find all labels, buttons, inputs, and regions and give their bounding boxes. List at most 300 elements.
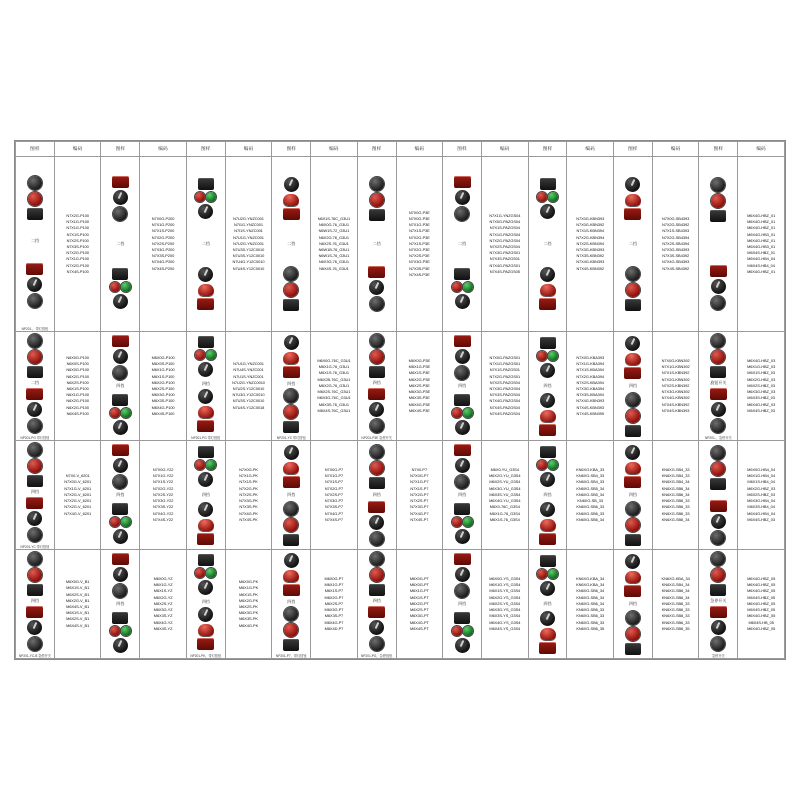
product-photo-glyph [710, 388, 727, 400]
product-photo-glyph [370, 532, 384, 546]
product-photo-glyph [369, 209, 385, 221]
product-code: M6X4G-HBZ_01 [747, 219, 776, 225]
product-code: M6X4G-P3E [408, 401, 431, 407]
product-photo-glyph [625, 643, 641, 655]
product-photo-glyph [284, 405, 298, 419]
product-image-cell [357, 441, 396, 550]
product-code: N7X4G-KBN392 [661, 395, 690, 401]
product-photo-glyph [198, 204, 213, 219]
product-code: M6X4S-HBZ_03 [747, 516, 776, 522]
product-code: N7X4S-P7 [324, 516, 343, 522]
group-label: 四挡 [201, 380, 210, 386]
product-code: N7X4S-KBN392 [576, 265, 604, 271]
product-code: M6X2G-HBZ_03 [747, 485, 776, 491]
product-code: M6X4G-HBZ_03 [747, 358, 776, 364]
product-code: N7X4S-P200 [151, 265, 175, 271]
product-image-cell [528, 156, 567, 331]
group-note: NP201-YC-B 急停开关 [18, 654, 51, 658]
product-code: N7X2G-PK [239, 485, 258, 491]
product-image-cell [528, 441, 567, 550]
product-photo-glyph [284, 335, 299, 350]
product-code: M6X4S-PT [410, 625, 429, 631]
product-code: N7X3G-P200 [151, 247, 175, 253]
product-code: M6X4S-P3E [408, 407, 430, 413]
header-image-8: 图样 [613, 142, 652, 157]
product-code: M6X0G-PK [238, 579, 259, 585]
product-code: N6X2G-P100 [66, 398, 89, 404]
product-photo-glyph [369, 280, 384, 295]
product-photo-glyph [28, 294, 42, 308]
product-code: M6X4G-HBZ_05 [747, 576, 776, 582]
product-photo-glyph [113, 190, 128, 205]
product-photo-glyph [626, 409, 640, 423]
product-code: M6X3S-HBZ_03 [747, 395, 776, 401]
product-code: M6X3S-YS_G3S4 [489, 613, 521, 619]
product-code: M6X3S-HB4_04 [747, 504, 775, 510]
header-image-6: 图样 [443, 142, 482, 157]
header-code-4: 编码 [311, 142, 357, 157]
product-code-cell [652, 332, 698, 441]
product-code: N7U2G-YNZC001 [233, 240, 264, 246]
product-code: M6X1S-HB4_04 [747, 479, 775, 485]
product-photo-glyph [198, 472, 213, 487]
product-code: KN6XG-KBA_34 [661, 576, 690, 582]
product-code: N7U1G-YNZC001 [233, 234, 264, 240]
product-photo-glyph [711, 531, 725, 545]
product-code: M6X1G-76_G3S4 [489, 510, 520, 516]
product-code: N7X2G-P7 [410, 491, 429, 497]
product-image [368, 604, 385, 653]
group-label: 四挡 [116, 492, 125, 497]
product-photo-glyph [370, 334, 384, 348]
product-code: N7X2S-P7 [410, 498, 429, 504]
product-photo-glyph [370, 350, 384, 364]
product-code: N7X1S-P3E [409, 240, 430, 246]
product-code: N7X1G-P7 [410, 479, 429, 485]
product-code-cell [311, 156, 357, 331]
product-code: N7X3G-P3E [408, 259, 430, 265]
product-code: N7X0G-P200 [151, 216, 175, 222]
product-image [283, 157, 300, 241]
product-image [539, 607, 556, 658]
product-photo-glyph [369, 366, 385, 378]
product-image-cell [186, 156, 225, 331]
product-code: M6X4G-YS_G3S4 [489, 619, 521, 625]
product-photo-glyph [625, 353, 641, 365]
product-image [110, 247, 131, 331]
product-photo-glyph [368, 388, 385, 400]
product-photo-glyph [283, 462, 299, 474]
product-photo-glyph [540, 337, 556, 349]
product-code: N7X3S-KBN392 [576, 253, 604, 259]
product-code: N7X0G-P3E [408, 209, 430, 215]
table-row [16, 441, 785, 550]
product-code-cell [652, 156, 698, 331]
product-photo-glyph [625, 425, 641, 437]
product-image-cell [699, 332, 738, 441]
product-image [110, 607, 131, 658]
product-photo-glyph [539, 298, 556, 310]
product-code: KN6XG-SB4_34 [661, 582, 690, 588]
product-code: N7X1S-KBN392 [661, 370, 690, 376]
product-code: M6X4G-HBZ_05 [747, 600, 776, 606]
product-image [452, 498, 473, 549]
product-code: M6X1G-PK [238, 585, 259, 591]
product-photo-glyph [539, 424, 556, 436]
product-code: M6X4S-HBZ_03 [747, 407, 776, 413]
product-photo-glyph [626, 267, 640, 281]
product-code: M6X2G-P100 [151, 379, 175, 385]
product-photo-glyph [284, 177, 299, 192]
product-photo-glyph [26, 606, 43, 618]
product-code: M6X4G-HBZ_01 [747, 212, 776, 218]
product-code: N7X0G-V_6201 [64, 479, 92, 485]
product-image [27, 332, 43, 380]
product-code-cell [311, 550, 357, 659]
product-code: N7X4S-Y22 [153, 516, 174, 522]
product-photo-glyph [369, 620, 384, 635]
product-code: M6X2S-YZ [153, 600, 173, 606]
product-code: KN6XG-SB6_34 [661, 588, 690, 594]
product-photo-glyph [711, 296, 725, 310]
product-photo-glyph [26, 497, 43, 509]
product-code: N7X0G-PAZGS01 [489, 354, 521, 360]
group-label: 四挡 [543, 383, 552, 388]
product-photo-glyph [112, 444, 129, 456]
product-code-cell [396, 156, 442, 331]
product-code: N7X4S-KBN393 [661, 407, 690, 413]
product-code: N7X3G-KBA394 [576, 386, 605, 391]
product-code: N7X1S-P3E [409, 228, 430, 234]
product-code: M6X4G-P7 [324, 619, 344, 625]
product-code: N7X1S-KBA394 [576, 367, 604, 373]
product-code: N6W1S-72_G3U1 [318, 228, 350, 234]
product-photo-glyph [27, 620, 42, 635]
product-photo-glyph [284, 502, 298, 516]
product-image [454, 550, 471, 601]
product-code: N7X0G-P7 [324, 467, 344, 473]
product-code-cell [396, 441, 442, 550]
product-code: N7X3S-Y22 [153, 504, 174, 510]
product-photo-glyph [113, 475, 127, 489]
product-code: M6X4G-HB4_04 [747, 256, 776, 262]
product-image [195, 157, 216, 241]
product-code: N7X4G-Y22 [152, 510, 174, 516]
product-photo-glyph [710, 265, 727, 277]
product-code: KN6XG-SB6_35 [576, 625, 605, 631]
product-code: N7X4S-PAZGS05 [489, 268, 520, 274]
product-photo-glyph [283, 352, 299, 364]
product-photo-glyph [113, 349, 128, 364]
product-code: KN6XG-SB6_33 [661, 510, 690, 516]
product-photo-glyph [370, 552, 384, 566]
product-photo-glyph [454, 176, 471, 188]
group-label: 二挡 [201, 240, 210, 246]
product-image [710, 244, 727, 331]
group-label: 二挡 [116, 240, 125, 246]
product-photo-glyph [370, 445, 384, 459]
product-photo-glyph [625, 571, 641, 583]
product-image-cell [186, 550, 225, 659]
product-code: M6X0G-HB4_04 [747, 467, 776, 473]
product-photo-glyph [110, 626, 131, 636]
table-header-row [16, 142, 785, 157]
product-photo-glyph [27, 475, 43, 487]
product-code: N7X1G-P100 [66, 219, 89, 225]
product-photo-glyph [112, 612, 128, 624]
product-code: N7X2S-KBA394 [576, 379, 604, 385]
product-image-cell [357, 550, 396, 659]
catalog-body [16, 156, 785, 658]
product-code: N7X0G-KBA393 [576, 354, 605, 360]
product-photo-glyph [110, 282, 131, 292]
catalog-grid [15, 141, 785, 659]
product-catalog-table [14, 140, 786, 660]
group-label: 二挡 [30, 238, 39, 244]
product-photo-glyph [455, 638, 470, 653]
group-note: NP201-，带灯按钮 [21, 327, 49, 331]
group-label: 四挡 [543, 492, 552, 497]
product-code-cell [738, 550, 785, 659]
product-photo-glyph [624, 585, 641, 597]
product-code: N7X2G-KBN392 [661, 376, 690, 382]
product-photo-glyph [710, 584, 726, 596]
product-code: N7X1G-P100 [66, 225, 89, 231]
product-photo-glyph [198, 624, 214, 636]
product-image [539, 498, 556, 549]
product-image [624, 441, 641, 492]
product-image [195, 550, 216, 599]
product-code: M6X3S-P100 [151, 398, 175, 404]
product-photo-glyph [28, 459, 42, 473]
product-code: KN6XG-SB6_33 [576, 504, 605, 510]
product-image [537, 332, 558, 383]
product-image [283, 550, 300, 599]
product-photo-glyph [540, 611, 555, 626]
product-photo-glyph [198, 389, 213, 404]
product-photo-glyph [113, 420, 128, 435]
product-photo-glyph [539, 533, 556, 545]
product-code: KN6XG-SB5_34 [576, 485, 605, 491]
product-code: N7X3S-PK [239, 504, 258, 510]
product-code: M6X3S-P7 [324, 613, 344, 619]
group-label: 急停开关 [710, 598, 727, 603]
product-code: M6X1G-P3E [408, 364, 431, 370]
product-code: N7X1G-PAZGS01 [489, 361, 521, 367]
product-code: N7I1S-YNZC001 [234, 228, 263, 234]
product-code: N7X4S-PAZGS04 [489, 404, 520, 410]
product-image [368, 498, 385, 549]
product-image-cell [101, 156, 140, 331]
product-photo-glyph [28, 568, 42, 582]
product-code: M6X4D-P7 [324, 625, 344, 631]
product-code: N7X0-P7 [411, 467, 428, 473]
product-photo-glyph [710, 500, 727, 512]
product-image [112, 441, 129, 492]
product-code: N6X2S-76_G3U1 [319, 240, 349, 246]
product-image [368, 386, 385, 435]
product-code: M6X2S-HBZ_03 [747, 382, 776, 388]
product-code: N6X2G-P100 [66, 373, 89, 379]
product-code: N7X0G-SB4393 [661, 216, 690, 222]
product-photo-glyph [455, 294, 470, 309]
product-code: N7X1S-KBN394 [576, 228, 604, 234]
product-code: M6X2G-YS_G3S4 [489, 594, 521, 600]
product-photo-glyph [711, 419, 725, 433]
product-code: KN6XG-SB6_33 [661, 498, 690, 504]
product-code: N7U3G-Y12C0010 [232, 392, 265, 398]
product-code: M6X2S-P100 [151, 386, 175, 391]
header-image-3: 图样 [186, 142, 225, 157]
product-code: M6X1S-P100 [151, 373, 175, 379]
product-code: N7X3S-P200 [151, 253, 175, 259]
product-code: N7X1S-PAZGS04 [489, 225, 520, 231]
product-code: M6X4S-V_B1 [66, 622, 90, 628]
product-code: N7X0G-PAZGS04 [489, 219, 521, 225]
group-label: 二挡 [30, 380, 39, 385]
product-code-cell [567, 441, 613, 550]
product-photo-glyph [28, 192, 42, 206]
product-photo-glyph [283, 299, 299, 311]
product-code: KN6XG-SB_33 [577, 498, 604, 504]
product-code: N6W1S-76_G3U1 [318, 253, 350, 259]
product-code-cell [567, 550, 613, 659]
product-code: N7X4G-KBN393 [576, 259, 605, 265]
group-label: 四挡 [201, 492, 210, 497]
header-code-3: 编码 [225, 142, 271, 157]
product-code: M6X1S-HBZ_03 [747, 370, 776, 376]
product-code: M6X1S-76_G3S4 [489, 516, 520, 522]
product-code: M6X0G-YS_G3S4 [489, 576, 521, 582]
product-photo-glyph [454, 553, 471, 565]
product-code: KN6XG-SB6_33 [661, 613, 690, 619]
product-image [283, 498, 299, 549]
product-image [112, 157, 129, 241]
product-code: N7X3S-KBA394 [576, 392, 604, 398]
product-code: M6X4S-P100 [151, 410, 175, 416]
product-photo-glyph [27, 277, 42, 292]
product-code: M6X4G-YU_G3S4 [489, 498, 521, 504]
product-code: N7X2S-PAZGS04 [489, 243, 520, 249]
product-photo-glyph [711, 552, 725, 566]
product-code: M6X1S-V_B1 [66, 585, 90, 591]
product-photo-glyph [454, 612, 470, 624]
product-photo-glyph [283, 639, 299, 651]
product-photo-glyph [710, 210, 726, 222]
product-image [624, 157, 641, 241]
product-image [454, 157, 471, 241]
product-image [195, 332, 216, 381]
product-code: M6X3S-76_G3U1 [318, 401, 349, 407]
product-code: N7U2S-Y12C0010 [232, 386, 265, 391]
header-code-2: 编码 [140, 142, 186, 157]
group-label: 四挡 [287, 380, 296, 386]
product-image [195, 441, 216, 492]
product-code: M6X0G-P100 [151, 354, 175, 360]
product-code: M6X4G-HB3_01 [747, 243, 776, 249]
product-code: M6X3G-P3E [408, 389, 431, 395]
product-code: KN6XG-SB4_33 [661, 467, 690, 473]
product-image [624, 332, 641, 383]
product-code: M6X1G-76_G3U1 [318, 364, 350, 370]
product-code: N6X1G-P100 [66, 392, 89, 398]
product-code: KN6XG-SB6_34 [661, 485, 690, 491]
product-photo-glyph [711, 637, 725, 651]
product-photo-glyph [283, 421, 299, 433]
product-photo-glyph [454, 335, 471, 347]
product-photo-glyph [284, 553, 299, 568]
product-code: M6X2B-76C_G3U1 [317, 376, 351, 382]
product-photo-glyph [110, 408, 131, 418]
product-photo-glyph [283, 476, 300, 488]
header-code-8: 编码 [652, 142, 698, 157]
product-image-cell [613, 332, 652, 441]
product-image [710, 332, 726, 380]
product-code: M6X3G-PT [409, 613, 429, 619]
product-code: N7X1S-P7 [324, 479, 343, 485]
product-image-cell [357, 156, 396, 331]
product-photo-glyph [284, 445, 299, 460]
product-photo-glyph [198, 406, 214, 418]
group-label: 四挡 [287, 598, 296, 604]
product-code: M6X0G-P3E [408, 358, 431, 364]
product-code-cell [396, 550, 442, 659]
product-image [539, 389, 556, 440]
product-code: N7X3G-KBN393 [576, 247, 605, 253]
product-code: KN6XG-SB6_33 [576, 510, 605, 516]
product-photo-glyph [626, 502, 640, 516]
product-image [26, 386, 43, 435]
product-image [452, 247, 473, 331]
product-photo-glyph [197, 420, 214, 432]
product-image [710, 386, 727, 435]
product-image [112, 332, 129, 383]
product-code: N6X4S-76_G3U1 [319, 265, 349, 271]
product-code: N7X3G-KBN392 [661, 389, 690, 395]
product-photo-glyph [197, 638, 214, 650]
table-row [16, 332, 785, 441]
product-code: N7X3G-P7 [410, 504, 429, 510]
product-code: N7X3G-PAZGS01 [489, 250, 521, 256]
product-code: M6X1G-PT [409, 588, 429, 594]
product-photo-glyph [28, 419, 42, 433]
product-image-cell [186, 332, 225, 441]
product-photo-glyph [369, 515, 384, 530]
product-code: N7U4S-Y12C0018 [232, 404, 265, 410]
product-code: N7X2S-P100 [66, 237, 89, 243]
product-code-cell [738, 332, 785, 441]
product-code: M6X3G-P100 [151, 392, 175, 398]
product-code-cell [225, 332, 271, 441]
group-label: 二挡 [628, 240, 637, 246]
product-code: N6X0S-P100 [66, 361, 89, 367]
product-code: N7X3G-PK [239, 498, 258, 504]
product-photo-glyph [112, 335, 129, 347]
product-photo-glyph [537, 351, 558, 361]
product-photo-glyph [540, 555, 556, 567]
header-image-9: 图样 [699, 142, 738, 157]
product-code: M6X2G-PT [409, 600, 429, 606]
product-code: M6X3G-YS_G3S4 [489, 607, 521, 613]
product-code: M6X4S-V_B1 [66, 604, 90, 609]
product-image [283, 332, 300, 381]
product-photo-glyph [455, 475, 469, 489]
product-image-cell [528, 550, 567, 659]
product-code: M6X4G-HBZ_01 [747, 237, 776, 243]
product-photo-glyph [452, 408, 473, 418]
product-code: M6X4S-HB4_04 [747, 262, 775, 268]
product-photo-glyph [197, 298, 214, 310]
